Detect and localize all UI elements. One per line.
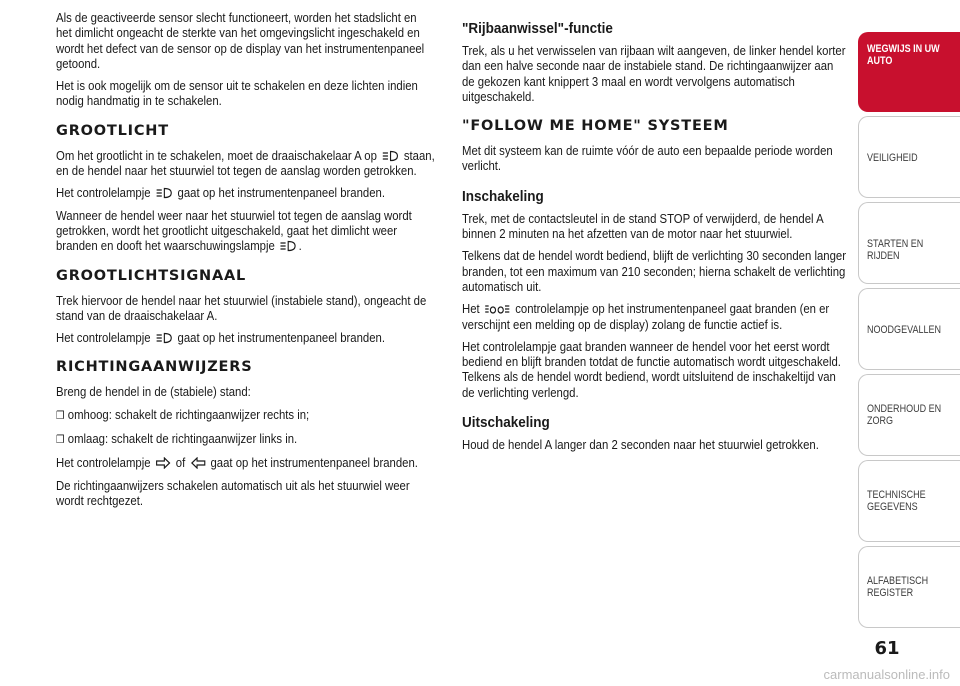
tab-wegwijs[interactable] bbox=[858, 32, 960, 112]
page-number: 61 bbox=[874, 638, 900, 659]
inschakeling-p2: Telkens dat de hendel wordt bediend, blijft de verlichting 30 seconden langer branden, tot een maximum van 210 seconden; hierna schakelt de verlichting automatisch uit. bbox=[462, 248, 846, 294]
grootlichtsignaal-p2-a: Het controlelampje bbox=[56, 330, 151, 346]
sensor-fault-paragraph: Als de geactiveerde sensor slecht functioneert, worden het stadslicht en het dimlicht ongeacht de sterkte van het omgevingslicht ingeschakeld en wordt het defect van de sensor op de display van het instrumentenpaneel getoond. bbox=[56, 10, 425, 71]
tab-label: ALFABETISCH REGISTER bbox=[867, 575, 929, 599]
grootlichtsignaal-p2-b: gaat op het instrumentenpaneel branden. bbox=[177, 330, 385, 346]
high-beam-icon bbox=[155, 187, 172, 199]
watermark: carmanualsonline.info bbox=[823, 667, 950, 682]
rijbaan-p1: Trek, als u het verwisselen van rijbaan wilt aangeven, de linker hendel korter dan een halve seconde naar de instabiele stand. De richtingaanwijzer aan de gekozen kant knippert 3 maal en wordt vervolgens automatisch uitgeschakeld. bbox=[462, 43, 846, 104]
grootlichtsignaal-p1: Trek hiervoor de hendel naar het stuurwiel (instabiele stand), ongeacht de stand van de draaischakelaar A. bbox=[56, 292, 427, 323]
uitschakeling-p1: Houd de hendel A langer dan 2 seconden naar het stuurwiel getrokken. bbox=[462, 437, 819, 453]
richting-b1-text: omhoog: schakelt de richtingaanwijzer rechts in; bbox=[67, 406, 310, 422]
turn-left-icon bbox=[190, 457, 205, 469]
left-column bbox=[56, 10, 436, 515]
tab-technische[interactable] bbox=[858, 460, 960, 542]
tab-label: VEILIGHEID bbox=[867, 152, 918, 164]
richting-heading: RICHTINGAANWIJZERS bbox=[56, 359, 253, 376]
richting-p2-a: Het controlelampje bbox=[56, 455, 151, 471]
tab-label: ONDERHOUD EN ZORG bbox=[867, 403, 942, 427]
tab-alfabetisch[interactable] bbox=[858, 546, 960, 628]
tab-label: WEGWIJS IN UW AUTO bbox=[867, 43, 940, 67]
uitschakeling-heading: Uitschakeling bbox=[462, 414, 550, 432]
tab-label: STARTEN EN RIJDEN bbox=[867, 238, 924, 262]
grootlicht-p2-a: Het controlelampje bbox=[56, 185, 151, 201]
grootlicht-p2 bbox=[56, 185, 435, 200]
rijbaan-heading: "Rijbaanwissel"-functie bbox=[462, 20, 613, 37]
tab-noodgevallen[interactable] bbox=[858, 288, 960, 370]
inschakeling-p3-b: controlelampje op het instrumentenpaneel gaat branden (en er verschijnt een melding op de display) zolang de functie actief is. bbox=[462, 301, 830, 332]
grootlichtsignaal-p2 bbox=[56, 330, 435, 345]
grootlicht-heading: GROOTLICHT bbox=[56, 122, 169, 139]
richting-p2-b: gaat op het instrumentenpaneel branden. bbox=[210, 455, 418, 471]
grootlicht-p3-b: . bbox=[298, 238, 302, 254]
follow-me-home-icon bbox=[485, 303, 511, 315]
grootlicht-p1 bbox=[56, 148, 435, 179]
tab-onderhoud[interactable] bbox=[858, 374, 960, 456]
grootlicht-p3 bbox=[56, 208, 435, 254]
turn-right-icon bbox=[155, 457, 170, 469]
high-beam-icon bbox=[280, 240, 297, 252]
inschakeling-heading: Inschakeling bbox=[462, 187, 544, 205]
follow-heading: "FOLLOW ME HOME" SYSTEEM bbox=[462, 118, 729, 135]
bullet-square-icon: ❒ bbox=[56, 409, 65, 422]
tab-starten[interactable] bbox=[858, 202, 960, 284]
richting-p3: De richtingaanwijzers schakelen automatisch uit als het stuurwiel weer wordt rechtgezet. bbox=[56, 477, 410, 508]
right-column bbox=[462, 10, 847, 459]
grootlicht-p2-b: gaat op het instrumentenpaneel branden. bbox=[177, 185, 385, 201]
richting-bullet-2 bbox=[56, 431, 435, 448]
grootlicht-p1-b: staan, en de hendel naar het stuurwiel tot tegen de aanslag worden getrokken. bbox=[56, 147, 435, 179]
grootlichtsignaal-heading: GROOTLICHTSIGNAAL bbox=[56, 267, 247, 284]
grootlicht-p1-a: Om het grootlicht in te schakelen, moet de draaischakelaar A op bbox=[56, 147, 377, 163]
inschakeling-p3 bbox=[462, 301, 846, 332]
inschakeling-p4: Het controlelampje gaat branden wanneer de hendel voor het eerst wordt bediend en blijft branden totdat de functie automatisch wordt uitgeschakeld. Telkens als de hendel wordt bediend, wordt uitsluitend de inschakeltijd van de verlichting verlengd. bbox=[462, 338, 841, 400]
chapter-tabs bbox=[858, 0, 960, 686]
richting-b2-text: omlaag: schakelt de richtingaanwijzer links in. bbox=[67, 431, 298, 447]
richting-bullet-1 bbox=[56, 407, 435, 424]
richting-p2 bbox=[56, 455, 435, 470]
tab-label: TECHNISCHE GEGEVENS bbox=[867, 489, 926, 513]
follow-p1: Met dit systeem kan de ruimte vóór de auto een bepaalde periode worden verlicht. bbox=[462, 143, 833, 174]
richting-p2-of: of bbox=[175, 455, 186, 471]
richting-p1: Breng de hendel in de (stabiele) stand: bbox=[56, 384, 251, 400]
inschakeling-p3-a: Het bbox=[462, 301, 480, 317]
grootlicht-p3-a: Wanneer de hendel weer naar het stuurwiel tot tegen de aanslag wordt getrokken, wordt het grootlicht uitgeschakeld, gaat het dimlicht weer branden en dooft het waarschuwingslampje bbox=[56, 207, 412, 254]
high-beam-icon bbox=[382, 150, 399, 162]
sensor-manual-paragraph: Het is ook mogelijk om de sensor uit te schakelen en deze lichten indien nodig handmatig in te schakelen. bbox=[56, 78, 418, 109]
tab-veiligheid[interactable] bbox=[858, 116, 960, 198]
bullet-square-icon: ❒ bbox=[56, 434, 65, 447]
high-beam-icon bbox=[155, 332, 172, 344]
inschakeling-p1: Trek, met de contactsleutel in de stand STOP of verwijderd, de hendel A binnen 2 minuten na het afzetten van de motor naar het stuurwiel. bbox=[462, 210, 824, 242]
tab-label: NOODGEVALLEN bbox=[867, 324, 942, 336]
